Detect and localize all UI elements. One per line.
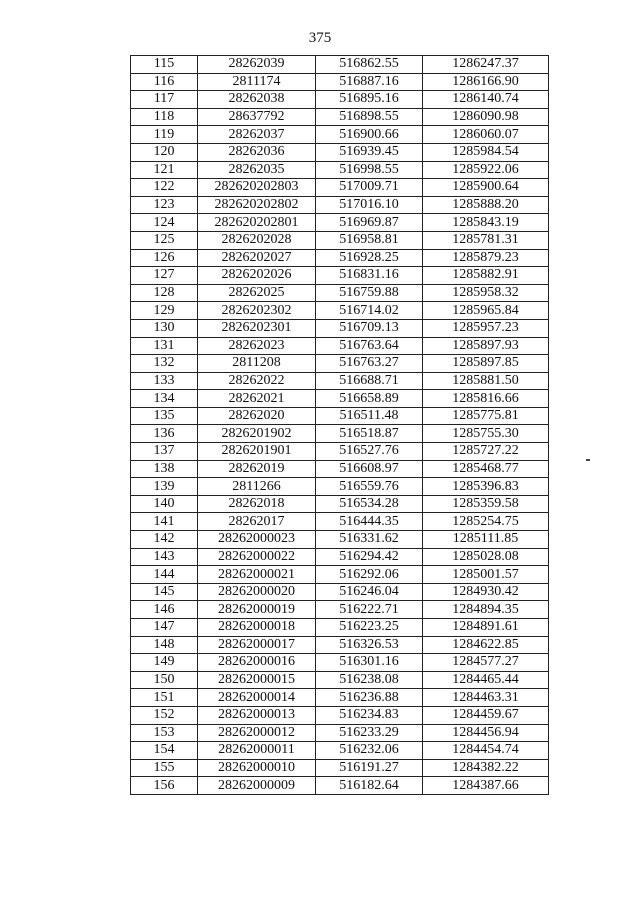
y-coordinate-cell: 1285958.32: [423, 284, 549, 302]
point-number-cell: 131: [131, 337, 198, 355]
table-row: [131, 73, 549, 91]
table-row: [131, 196, 549, 214]
point-id-cell: 28262000010: [198, 759, 316, 777]
x-coordinate-cell: 516294.42: [316, 548, 423, 566]
table-row: [131, 583, 549, 601]
x-coordinate-cell: 516511.48: [316, 407, 423, 425]
y-coordinate-cell: 1286166.90: [423, 73, 549, 91]
point-id-cell: 28262000012: [198, 724, 316, 742]
table-row: [131, 495, 549, 513]
point-id-cell: 28262000023: [198, 531, 316, 549]
y-coordinate-cell: 1285028.08: [423, 548, 549, 566]
x-coordinate-cell: 516969.87: [316, 214, 423, 232]
x-coordinate-cell: 516895.16: [316, 91, 423, 109]
x-coordinate-cell: 516246.04: [316, 583, 423, 601]
y-coordinate-cell: 1284459.67: [423, 706, 549, 724]
x-coordinate-cell: 516900.66: [316, 126, 423, 144]
point-number-cell: 117: [131, 91, 198, 109]
point-number-cell: 122: [131, 179, 198, 197]
table-row: [131, 302, 549, 320]
y-coordinate-cell: 1285879.23: [423, 249, 549, 267]
y-coordinate-cell: 1285888.20: [423, 196, 549, 214]
y-coordinate-cell: 1285965.84: [423, 302, 549, 320]
point-number-cell: 126: [131, 249, 198, 267]
y-coordinate-cell: 1285727.22: [423, 443, 549, 461]
table-row: [131, 284, 549, 302]
y-coordinate-cell: 1285957.23: [423, 319, 549, 337]
stray-mark: [586, 459, 590, 461]
x-coordinate-cell: 516608.97: [316, 460, 423, 478]
point-number-cell: 136: [131, 425, 198, 443]
point-id-cell: 28262000022: [198, 548, 316, 566]
point-id-cell: 282620202802: [198, 196, 316, 214]
y-coordinate-cell: 1284465.44: [423, 671, 549, 689]
table-row: [131, 513, 549, 531]
table-row: [131, 319, 549, 337]
point-id-cell: 28262038: [198, 91, 316, 109]
table-row: [131, 91, 549, 109]
x-coordinate-cell: 516233.29: [316, 724, 423, 742]
x-coordinate-cell: 516709.13: [316, 319, 423, 337]
point-number-cell: 118: [131, 108, 198, 126]
table-row: [131, 407, 549, 425]
table-row: [131, 143, 549, 161]
table-row: [131, 460, 549, 478]
x-coordinate-cell: 516763.27: [316, 355, 423, 373]
point-number-cell: 130: [131, 319, 198, 337]
point-number-cell: 116: [131, 73, 198, 91]
x-coordinate-cell: 516331.62: [316, 531, 423, 549]
point-number-cell: 133: [131, 372, 198, 390]
point-number-cell: 121: [131, 161, 198, 179]
table-row: [131, 601, 549, 619]
x-coordinate-cell: 516301.16: [316, 654, 423, 672]
table-row: [131, 689, 549, 707]
point-id-cell: 282620202801: [198, 214, 316, 232]
table-row: [131, 161, 549, 179]
point-id-cell: 2826202302: [198, 302, 316, 320]
table-row: [131, 443, 549, 461]
table-row: [131, 619, 549, 637]
y-coordinate-cell: 1284382.22: [423, 759, 549, 777]
x-coordinate-cell: 516326.53: [316, 636, 423, 654]
x-coordinate-cell: 516223.25: [316, 619, 423, 637]
point-number-cell: 128: [131, 284, 198, 302]
x-coordinate-cell: 516236.88: [316, 689, 423, 707]
point-number-cell: 134: [131, 390, 198, 408]
y-coordinate-cell: 1286090.98: [423, 108, 549, 126]
point-id-cell: 28262017: [198, 513, 316, 531]
page-number: 375: [308, 30, 332, 46]
table-row: [131, 214, 549, 232]
point-number-cell: 137: [131, 443, 198, 461]
table-row: [131, 249, 549, 267]
x-coordinate-cell: 516658.89: [316, 390, 423, 408]
point-number-cell: 135: [131, 407, 198, 425]
y-coordinate-cell: 1284463.31: [423, 689, 549, 707]
x-coordinate-cell: 517009.71: [316, 179, 423, 197]
point-id-cell: 2811266: [198, 478, 316, 496]
point-id-cell: 28262018: [198, 495, 316, 513]
x-coordinate-cell: 516759.88: [316, 284, 423, 302]
point-id-cell: 28262025: [198, 284, 316, 302]
point-number-cell: 115: [131, 56, 198, 74]
point-id-cell: 28262000021: [198, 566, 316, 584]
table-row: [131, 742, 549, 760]
table-row: [131, 179, 549, 197]
point-number-cell: 127: [131, 267, 198, 285]
y-coordinate-cell: 1285897.93: [423, 337, 549, 355]
point-number-cell: 155: [131, 759, 198, 777]
point-number-cell: 148: [131, 636, 198, 654]
x-coordinate-cell: 516527.76: [316, 443, 423, 461]
x-coordinate-cell: 516763.64: [316, 337, 423, 355]
table-row: [131, 372, 549, 390]
table-row: [131, 56, 549, 74]
x-coordinate-cell: 516234.83: [316, 706, 423, 724]
table-row: [131, 108, 549, 126]
y-coordinate-cell: 1284622.85: [423, 636, 549, 654]
point-id-cell: 2826202026: [198, 267, 316, 285]
y-coordinate-cell: 1285984.54: [423, 143, 549, 161]
point-number-cell: 139: [131, 478, 198, 496]
table-row: [131, 548, 549, 566]
y-coordinate-cell: 1285775.81: [423, 407, 549, 425]
y-coordinate-cell: 1285816.66: [423, 390, 549, 408]
point-id-cell: 28262039: [198, 56, 316, 74]
point-number-cell: 149: [131, 654, 198, 672]
table-row: [131, 654, 549, 672]
y-coordinate-cell: 1286060.07: [423, 126, 549, 144]
point-id-cell: 282620202803: [198, 179, 316, 197]
y-coordinate-cell: 1285781.31: [423, 231, 549, 249]
point-id-cell: 28262000019: [198, 601, 316, 619]
point-id-cell: 28262020: [198, 407, 316, 425]
point-number-cell: 153: [131, 724, 198, 742]
point-number-cell: 123: [131, 196, 198, 214]
x-coordinate-cell: 516232.06: [316, 742, 423, 760]
table-row: [131, 390, 549, 408]
point-number-cell: 140: [131, 495, 198, 513]
x-coordinate-cell: 516444.35: [316, 513, 423, 531]
table-row: [131, 478, 549, 496]
x-coordinate-cell: 516887.16: [316, 73, 423, 91]
point-number-cell: 119: [131, 126, 198, 144]
y-coordinate-cell: 1285843.19: [423, 214, 549, 232]
table-row: [131, 355, 549, 373]
table-row: [131, 706, 549, 724]
point-number-cell: 129: [131, 302, 198, 320]
point-id-cell: 2826202301: [198, 319, 316, 337]
x-coordinate-cell: 516559.76: [316, 478, 423, 496]
x-coordinate-cell: 516518.87: [316, 425, 423, 443]
y-coordinate-cell: 1285001.57: [423, 566, 549, 584]
point-number-cell: 156: [131, 777, 198, 795]
x-coordinate-cell: 516939.45: [316, 143, 423, 161]
point-id-cell: 2826202028: [198, 231, 316, 249]
point-number-cell: 144: [131, 566, 198, 584]
point-number-cell: 152: [131, 706, 198, 724]
y-coordinate-cell: 1286247.37: [423, 56, 549, 74]
table-row: [131, 337, 549, 355]
point-number-cell: 151: [131, 689, 198, 707]
point-number-cell: 125: [131, 231, 198, 249]
point-number-cell: 147: [131, 619, 198, 637]
table-row: [131, 724, 549, 742]
table-row: [131, 425, 549, 443]
point-number-cell: 154: [131, 742, 198, 760]
point-id-cell: 2811174: [198, 73, 316, 91]
point-id-cell: 28262035: [198, 161, 316, 179]
x-coordinate-cell: 516534.28: [316, 495, 423, 513]
point-number-cell: 132: [131, 355, 198, 373]
x-coordinate-cell: 516714.02: [316, 302, 423, 320]
point-id-cell: 28262000014: [198, 689, 316, 707]
point-id-cell: 28262021: [198, 390, 316, 408]
point-id-cell: 28262036: [198, 143, 316, 161]
x-coordinate-cell: 516898.55: [316, 108, 423, 126]
y-coordinate-cell: 1285111.85: [423, 531, 549, 549]
point-id-cell: 28262000009: [198, 777, 316, 795]
x-coordinate-cell: 516958.81: [316, 231, 423, 249]
y-coordinate-cell: 1285922.06: [423, 161, 549, 179]
y-coordinate-cell: 1284456.94: [423, 724, 549, 742]
x-coordinate-cell: 516191.27: [316, 759, 423, 777]
x-coordinate-cell: 516222.71: [316, 601, 423, 619]
x-coordinate-cell: 516998.55: [316, 161, 423, 179]
point-number-cell: 120: [131, 143, 198, 161]
y-coordinate-cell: 1284387.66: [423, 777, 549, 795]
y-coordinate-cell: 1284930.42: [423, 583, 549, 601]
y-coordinate-cell: 1285900.64: [423, 179, 549, 197]
x-coordinate-cell: 516292.06: [316, 566, 423, 584]
table-row: [131, 759, 549, 777]
point-number-cell: 146: [131, 601, 198, 619]
point-number-cell: 142: [131, 531, 198, 549]
point-number-cell: 141: [131, 513, 198, 531]
coordinates-table-body: [131, 56, 549, 795]
table-row: [131, 636, 549, 654]
y-coordinate-cell: 1285359.58: [423, 495, 549, 513]
y-coordinate-cell: 1285254.75: [423, 513, 549, 531]
point-id-cell: 28262000020: [198, 583, 316, 601]
point-id-cell: 28262000018: [198, 619, 316, 637]
point-id-cell: 28637792: [198, 108, 316, 126]
table-row: [131, 777, 549, 795]
y-coordinate-cell: 1285396.83: [423, 478, 549, 496]
y-coordinate-cell: 1284894.35: [423, 601, 549, 619]
point-id-cell: 28262000017: [198, 636, 316, 654]
table-row: [131, 267, 549, 285]
point-number-cell: 143: [131, 548, 198, 566]
y-coordinate-cell: 1285897.85: [423, 355, 549, 373]
y-coordinate-cell: 1284454.74: [423, 742, 549, 760]
point-number-cell: 145: [131, 583, 198, 601]
x-coordinate-cell: 516688.71: [316, 372, 423, 390]
y-coordinate-cell: 1284577.27: [423, 654, 549, 672]
y-coordinate-cell: 1285468.77: [423, 460, 549, 478]
point-id-cell: 2811208: [198, 355, 316, 373]
table-row: [131, 126, 549, 144]
point-id-cell: 2826201901: [198, 443, 316, 461]
x-coordinate-cell: 516238.08: [316, 671, 423, 689]
y-coordinate-cell: 1285881.50: [423, 372, 549, 390]
x-coordinate-cell: 516831.16: [316, 267, 423, 285]
point-number-cell: 138: [131, 460, 198, 478]
coordinates-table: [130, 55, 549, 795]
table-row: [131, 231, 549, 249]
x-coordinate-cell: 516862.55: [316, 56, 423, 74]
point-id-cell: 28262000013: [198, 706, 316, 724]
point-number-cell: 150: [131, 671, 198, 689]
point-id-cell: 28262023: [198, 337, 316, 355]
point-id-cell: 28262019: [198, 460, 316, 478]
x-coordinate-cell: 516928.25: [316, 249, 423, 267]
y-coordinate-cell: 1286140.74: [423, 91, 549, 109]
point-number-cell: 124: [131, 214, 198, 232]
point-id-cell: 28262037: [198, 126, 316, 144]
table-row: [131, 531, 549, 549]
point-id-cell: 28262000011: [198, 742, 316, 760]
x-coordinate-cell: 517016.10: [316, 196, 423, 214]
point-id-cell: 28262022: [198, 372, 316, 390]
table-row: [131, 566, 549, 584]
y-coordinate-cell: 1285755.30: [423, 425, 549, 443]
point-id-cell: 28262000016: [198, 654, 316, 672]
point-id-cell: 2826202027: [198, 249, 316, 267]
table-row: [131, 671, 549, 689]
x-coordinate-cell: 516182.64: [316, 777, 423, 795]
point-id-cell: 28262000015: [198, 671, 316, 689]
y-coordinate-cell: 1285882.91: [423, 267, 549, 285]
y-coordinate-cell: 1284891.61: [423, 619, 549, 637]
point-id-cell: 2826201902: [198, 425, 316, 443]
